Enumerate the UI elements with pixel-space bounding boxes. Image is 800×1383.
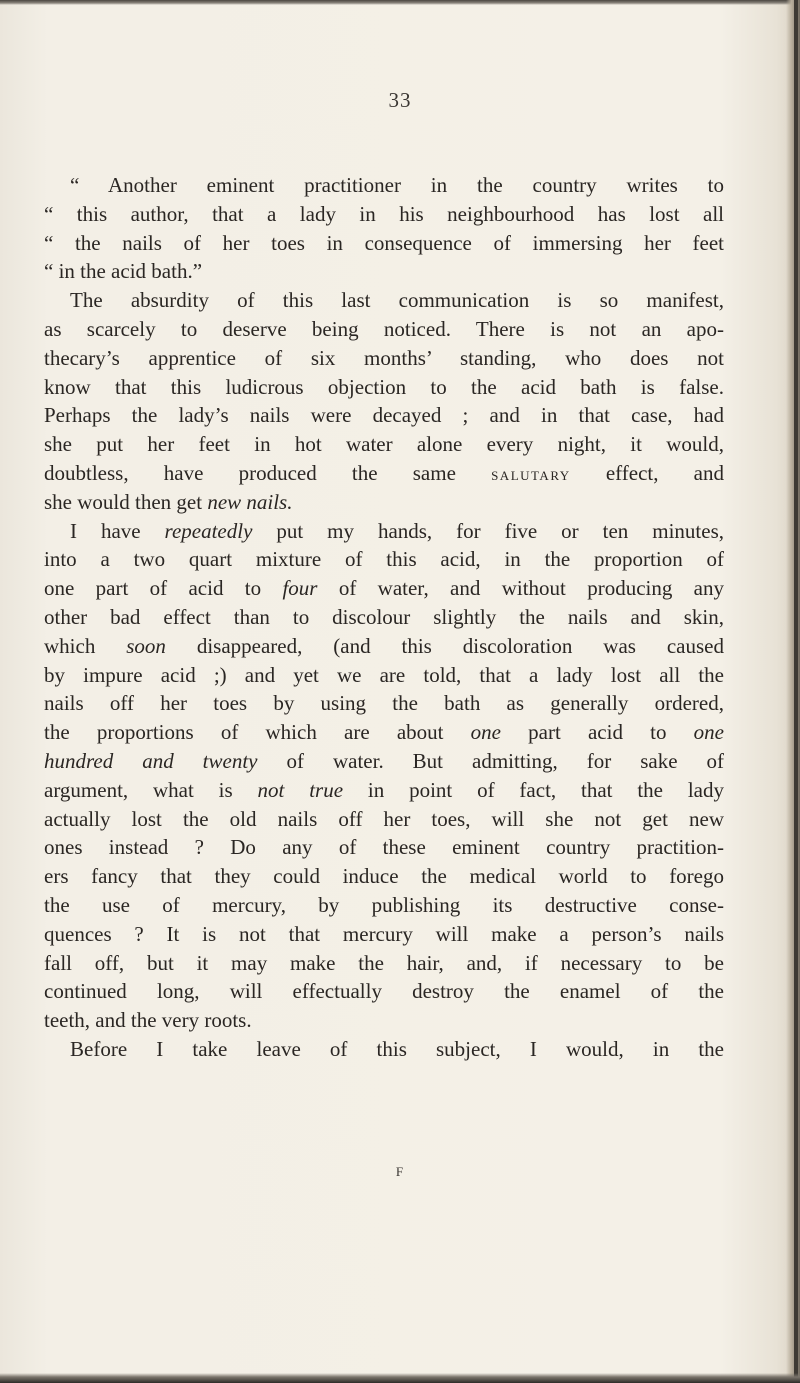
italic-text: new nails. bbox=[207, 489, 293, 514]
text-run: I have bbox=[70, 518, 165, 543]
italic-text: one bbox=[693, 720, 724, 745]
text-run: part acid to bbox=[500, 720, 694, 745]
text-run: disappeared, (and this discoloration was caused bbox=[165, 633, 724, 658]
text-line: thecary’s apprentice of six months’ standing, who does not bbox=[44, 345, 724, 370]
text-line: “ in the acid bath.” bbox=[44, 259, 203, 284]
page-number: 33 bbox=[388, 88, 412, 112]
text-line: ones instead ? Do any of these eminent country practition- bbox=[44, 835, 724, 860]
text-run: she would then get bbox=[44, 489, 208, 514]
top-edge-shadow bbox=[0, 0, 800, 5]
text-run: which bbox=[44, 633, 127, 658]
text-line: actually lost the old nails off her toes, will she not get new bbox=[44, 806, 724, 831]
text-line bbox=[44, 459, 724, 488]
text-line: nails off her toes by using the bath as generally ordered, bbox=[44, 691, 724, 716]
bottom-edge-shadow bbox=[0, 1373, 800, 1383]
text-line: Before I take leave of this subject, I would, in the bbox=[70, 1036, 724, 1061]
text-line: teeth, and the very roots. bbox=[44, 1008, 252, 1033]
text-line: she put her feet in hot water alone every night, it would, bbox=[44, 432, 724, 457]
text-line: The absurdity of this last communication is so manifest, bbox=[70, 288, 724, 313]
text-run: effect, and bbox=[570, 460, 724, 485]
text-line: “ the nails of her toes in consequence of immersing her feet bbox=[44, 230, 724, 255]
text-line: into a two quart mixture of this acid, in the proportion of bbox=[44, 547, 724, 572]
text-line: continued long, will effectually destroy the enamel of the bbox=[44, 979, 724, 1004]
text-line bbox=[44, 776, 724, 805]
text-line: “ this author, that a lady in his neighbourhood has lost all bbox=[44, 201, 724, 226]
text-run: put my hands, for five or ten minutes, bbox=[252, 518, 724, 543]
text-run: of water. But admitting, for sake of bbox=[257, 748, 724, 773]
italic-text: repeatedly bbox=[164, 518, 253, 543]
italic-text: not true bbox=[257, 777, 344, 802]
text-run: argument, what is bbox=[44, 777, 258, 802]
text-line: Perhaps the lady’s nails were decayed ; and in that case, had bbox=[44, 403, 724, 428]
italic-text: soon bbox=[126, 633, 166, 658]
text-line: by impure acid ;) and yet we are told, that a lady lost all the bbox=[44, 662, 724, 687]
text-line: know that this ludicrous objection to the acid bath is false. bbox=[44, 374, 724, 399]
text-line: ers fancy that they could induce the medical world to forego bbox=[44, 864, 724, 889]
text-line: the use of mercury, by publishing its destructive conse- bbox=[44, 892, 724, 917]
text-line: fall off, but it may make the hair, and, if necessary to be bbox=[44, 950, 724, 975]
text-line bbox=[44, 632, 724, 661]
text-line bbox=[44, 574, 724, 603]
italic-text: four bbox=[282, 576, 318, 601]
italic-text: hundred and twenty bbox=[44, 748, 258, 773]
signature-mark: F bbox=[395, 1164, 405, 1179]
body-text bbox=[44, 171, 724, 1064]
text-line bbox=[44, 488, 724, 517]
italic-text: one bbox=[470, 720, 501, 745]
text-line bbox=[44, 517, 724, 546]
text-line bbox=[44, 747, 724, 776]
text-line: “ Another eminent practitioner in the country writes to bbox=[70, 173, 724, 197]
text-line bbox=[44, 718, 724, 747]
small-caps-text: salutary bbox=[491, 463, 571, 485]
text-line: other bad effect than to discolour slightly the nails and skin, bbox=[44, 604, 724, 629]
text-run: the proportions of which are about bbox=[44, 720, 471, 745]
text-run: in point of fact, that the lady bbox=[343, 777, 724, 802]
text-run: one part of acid to bbox=[44, 576, 283, 601]
text-run: of water, and without producing any bbox=[317, 576, 725, 601]
text-run: doubtless, have produced the same bbox=[44, 460, 492, 485]
text-line: quences ? It is not that mercury will make a person’s nails bbox=[44, 921, 724, 946]
text-line: as scarcely to deserve being noticed. There is not an apo- bbox=[44, 316, 724, 341]
